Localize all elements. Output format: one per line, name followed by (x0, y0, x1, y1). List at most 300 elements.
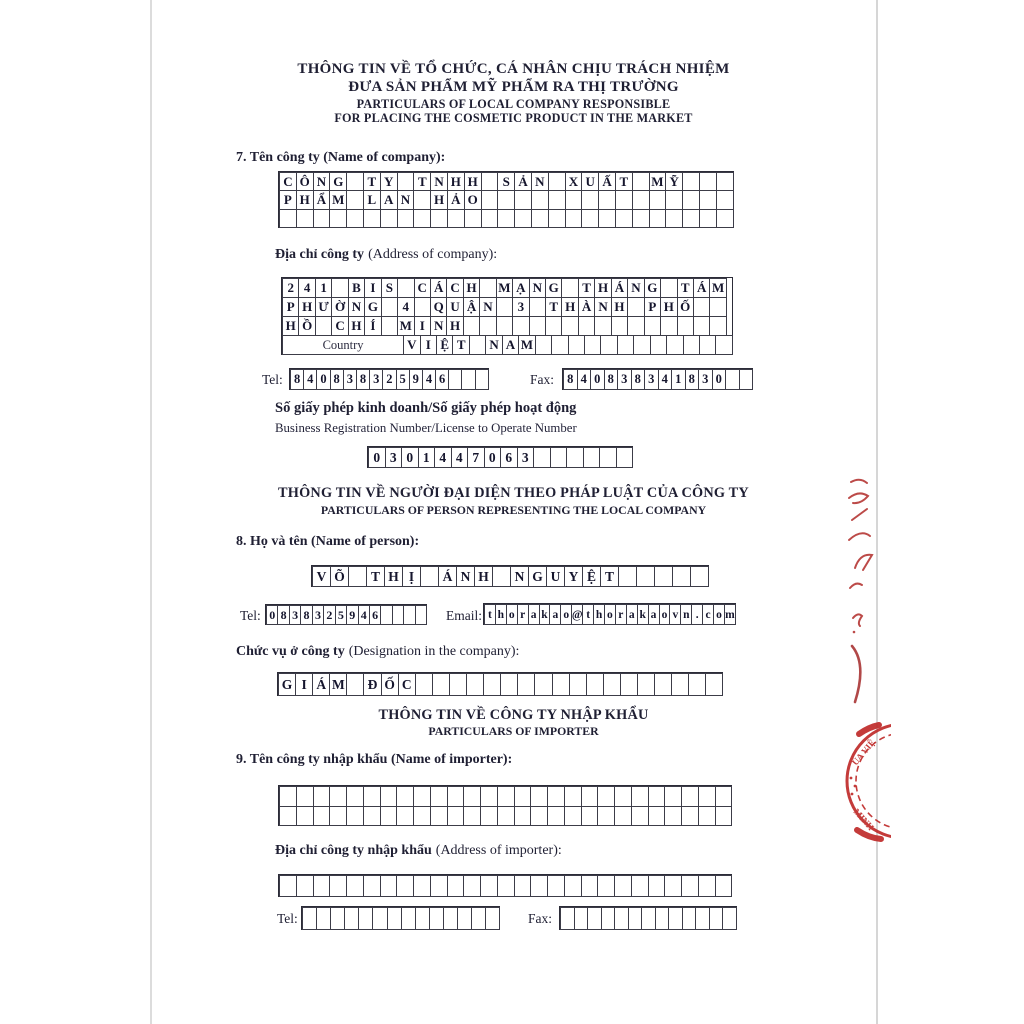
char-cell (650, 335, 667, 355)
char-cell (329, 209, 347, 228)
char-cell: Á (438, 566, 457, 587)
char-cell: C (446, 278, 463, 298)
char-cell: G (329, 172, 347, 191)
char-cell (581, 875, 599, 897)
char-cell: 8 (631, 369, 646, 390)
designation-grid (277, 672, 723, 696)
char-cell: 5 (396, 369, 410, 390)
char-cell (682, 209, 700, 228)
importer-fax-grid (559, 906, 737, 930)
char-cell: I (295, 673, 313, 696)
char-cell: 8 (685, 369, 700, 390)
char-cell (637, 673, 655, 696)
char-cell (480, 806, 498, 827)
char-cell (597, 806, 615, 827)
char-cell (497, 806, 515, 827)
char-cell (415, 673, 433, 696)
char-cell: 0 (484, 447, 502, 468)
char-cell (447, 806, 465, 827)
char-cell (709, 907, 724, 930)
char-cell (496, 297, 513, 317)
char-cell (443, 907, 458, 930)
char-cell (693, 316, 710, 336)
char-cell: 2 (382, 369, 396, 390)
char-cell (485, 907, 500, 930)
char-cell: 1 (418, 447, 436, 468)
company-address-grid (281, 277, 733, 355)
importer-name-label: 9. Tên công ty nhập khẩu (Name of importer): (236, 752, 513, 767)
char-cell: k (637, 604, 649, 625)
char-cell (564, 875, 582, 897)
char-cell (363, 209, 381, 228)
char-cell: V (403, 335, 420, 355)
char-cell (500, 673, 518, 696)
char-cell: M (496, 278, 513, 298)
importer-address-label (275, 843, 562, 859)
char-cell (296, 209, 314, 228)
company-fax-grid (562, 368, 753, 390)
char-cell (631, 806, 649, 827)
importer-address-grid (278, 874, 732, 897)
char-cell: t (582, 604, 594, 625)
char-cell (665, 190, 683, 209)
char-cell (615, 190, 633, 209)
char-cell (471, 907, 486, 930)
char-cell (698, 806, 716, 827)
char-cell: P (644, 297, 661, 317)
char-cell (681, 806, 699, 827)
char-cell (279, 806, 297, 827)
char-cell: 8 (563, 369, 578, 390)
char-cell: Á (693, 278, 710, 298)
company-fax-label: Fax: (530, 372, 555, 387)
char-cell (601, 907, 616, 930)
char-cell: 6 (500, 447, 518, 468)
char-cell (682, 172, 700, 191)
char-cell (514, 209, 532, 228)
merged-label-cell: Country (282, 335, 404, 355)
grid-row (282, 278, 732, 297)
char-cell: À (578, 297, 595, 317)
char-cell (461, 369, 475, 390)
char-cell: Ố (381, 673, 399, 696)
char-cell: Ỹ (665, 172, 683, 191)
char-cell: S (381, 278, 398, 298)
char-cell: Q (430, 297, 447, 317)
char-cell (548, 209, 566, 228)
char-cell (430, 786, 448, 807)
char-cell (614, 907, 629, 930)
char-cell: 0 (712, 369, 727, 390)
char-cell: 3 (343, 369, 357, 390)
grid-row (484, 604, 735, 624)
char-cell: S (497, 172, 515, 191)
char-cell (534, 673, 552, 696)
char-cell (545, 316, 562, 336)
char-cell: C (331, 316, 348, 336)
char-cell (715, 786, 733, 807)
grid-row (312, 566, 708, 586)
designation-label (236, 644, 519, 660)
char-cell: N (348, 297, 365, 317)
char-cell: U (581, 172, 599, 191)
char-cell (329, 875, 347, 897)
grid-row (302, 907, 499, 929)
red-handwriting-annotation (843, 476, 879, 638)
char-cell (548, 190, 566, 209)
char-cell: 4 (577, 369, 592, 390)
char-cell: N (456, 566, 475, 587)
char-cell (564, 786, 582, 807)
char-cell (739, 369, 754, 390)
char-cell (464, 209, 482, 228)
char-cell (648, 786, 666, 807)
char-cell (481, 209, 499, 228)
char-cell (296, 806, 314, 827)
char-cell (581, 190, 599, 209)
char-cell: N (397, 190, 415, 209)
grid-row (279, 172, 733, 190)
char-cell (475, 369, 489, 390)
grid-row (282, 316, 732, 335)
char-cell: M (649, 172, 667, 191)
char-cell (705, 673, 723, 696)
char-cell (715, 875, 733, 897)
char-cell: o (604, 604, 616, 625)
char-cell (330, 907, 345, 930)
char-cell (574, 907, 589, 930)
grid-row (368, 447, 632, 467)
char-cell: @ (571, 604, 583, 625)
importer-address-label-vi: Địa chỉ công ty nhập khẩu (275, 843, 432, 858)
char-cell (483, 673, 501, 696)
importer-fax-label: Fax: (528, 911, 553, 926)
char-cell (533, 447, 551, 468)
char-cell: Ư (315, 297, 332, 317)
char-cell: L (363, 190, 381, 209)
char-cell (381, 316, 398, 336)
char-cell (597, 875, 615, 897)
char-cell (530, 806, 548, 827)
char-cell (413, 806, 431, 827)
char-cell: N (479, 297, 496, 317)
char-cell: Á (611, 278, 628, 298)
char-cell: H (298, 297, 315, 317)
char-cell: 4 (422, 369, 436, 390)
char-cell (682, 190, 700, 209)
char-cell: U (546, 566, 565, 587)
char-cell (479, 278, 496, 298)
char-cell (594, 316, 611, 336)
char-cell: Ậ (463, 297, 480, 317)
char-cell (615, 209, 633, 228)
char-cell: 1 (315, 278, 332, 298)
char-cell: V (312, 566, 331, 587)
char-cell: 4 (358, 605, 370, 625)
char-cell (581, 806, 599, 827)
char-cell (660, 278, 677, 298)
char-cell (660, 316, 677, 336)
country-row (282, 335, 732, 354)
char-cell: I (364, 278, 381, 298)
char-cell (497, 190, 515, 209)
char-cell: Ẩ (313, 190, 331, 209)
grid-row (282, 335, 732, 354)
char-cell: 3 (617, 369, 632, 390)
char-cell (496, 316, 513, 336)
char-cell: 2 (282, 278, 299, 298)
char-cell: Ờ (331, 297, 348, 317)
char-cell (448, 369, 462, 390)
char-cell (329, 806, 347, 827)
char-cell: N (531, 172, 549, 191)
char-cell (497, 209, 515, 228)
char-cell (617, 335, 634, 355)
company-address-rows (282, 278, 732, 335)
char-cell (664, 806, 682, 827)
char-cell: Đ (363, 673, 381, 696)
char-cell (681, 786, 699, 807)
company-tel-label: Tel: (262, 372, 283, 387)
char-cell (512, 316, 529, 336)
char-cell (648, 806, 666, 827)
char-cell (449, 673, 467, 696)
char-cell (598, 190, 616, 209)
email-grid (483, 603, 736, 625)
char-cell: r (615, 604, 627, 625)
char-cell: 9 (409, 369, 423, 390)
char-cell: 8 (604, 369, 619, 390)
char-cell: M (329, 190, 347, 209)
char-cell (709, 316, 726, 336)
char-cell (296, 875, 314, 897)
char-cell: T (600, 566, 619, 587)
char-cell: N (313, 172, 331, 191)
char-cell: o (659, 604, 671, 625)
char-cell (380, 209, 398, 228)
red-stroke-annotation (848, 644, 868, 704)
char-cell (344, 907, 359, 930)
char-cell: G (545, 278, 562, 298)
char-cell: Ô (296, 172, 314, 191)
char-cell (420, 566, 439, 587)
char-cell: 3 (289, 605, 301, 625)
red-stamp-partial (843, 720, 891, 844)
form-title-vi-line1: THÔNG TIN VỀ TỔ CHỨC, CÁ NHÂN CHỊU TRÁCH NHIỆM (297, 61, 730, 77)
char-cell (346, 806, 364, 827)
char-cell: 3 (698, 369, 713, 390)
char-cell (401, 907, 416, 930)
char-cell (716, 209, 734, 228)
char-cell: Ấ (598, 172, 616, 191)
char-cell: N (430, 172, 448, 191)
char-cell: o (560, 604, 572, 625)
license-label-en: Business Registration Number/License to Operate Number (275, 421, 577, 435)
company-address-label (275, 247, 497, 263)
importer-heading-vi: THÔNG TIN VỀ CÔNG TY NHẬP KHẨU (378, 707, 649, 723)
char-cell: T (413, 172, 431, 191)
char-cell (279, 875, 297, 897)
char-cell: 3 (312, 605, 324, 625)
importer-heading-en: PARTICULARS OF IMPORTER (428, 724, 599, 738)
char-cell (514, 806, 532, 827)
char-cell (396, 786, 414, 807)
grid-row (279, 209, 733, 227)
char-cell: o (713, 604, 725, 625)
char-cell (348, 566, 367, 587)
char-cell: 8 (300, 605, 312, 625)
char-cell (716, 190, 734, 209)
char-cell (457, 907, 472, 930)
grid-row (278, 673, 722, 695)
char-cell: 4 (303, 369, 317, 390)
char-cell (479, 316, 496, 336)
char-cell: Ồ (298, 316, 315, 336)
char-cell (672, 566, 691, 587)
char-cell (492, 566, 511, 587)
char-cell (380, 786, 398, 807)
grid-row (560, 907, 736, 929)
char-cell: G (364, 297, 381, 317)
designation-label-vi: Chức vụ ở công ty (236, 644, 345, 659)
char-cell (654, 566, 673, 587)
char-cell: 9 (346, 605, 358, 625)
char-cell (346, 209, 364, 228)
char-cell: 0 (368, 447, 386, 468)
char-cell (561, 316, 578, 336)
char-cell (666, 335, 683, 355)
char-cell: k (539, 604, 551, 625)
grid-row (563, 369, 752, 389)
char-cell (413, 209, 431, 228)
char-cell: M (709, 278, 726, 298)
char-cell: n (680, 604, 692, 625)
char-cell (380, 806, 398, 827)
char-cell: 3 (385, 447, 403, 468)
char-cell (497, 875, 515, 897)
char-cell: 0 (590, 369, 605, 390)
char-cell (413, 875, 431, 897)
char-cell: 6 (435, 369, 449, 390)
char-cell (654, 673, 672, 696)
grid-row (266, 605, 426, 624)
char-cell: H (447, 172, 465, 191)
importer-address-label-en: (Address of importer): (435, 843, 562, 858)
char-cell (598, 209, 616, 228)
char-cell (695, 907, 710, 930)
char-cell (725, 369, 740, 390)
char-cell (671, 673, 689, 696)
char-cell (413, 190, 431, 209)
person-tel-grid (265, 604, 427, 625)
char-cell (664, 786, 682, 807)
char-cell: Ố (677, 297, 694, 317)
char-cell (279, 786, 297, 807)
char-cell: m (724, 604, 736, 625)
char-cell (583, 447, 601, 468)
char-cell: H (474, 566, 493, 587)
char-cell (358, 907, 373, 930)
char-cell (699, 209, 717, 228)
char-cell: 2 (323, 605, 335, 625)
char-cell (413, 786, 431, 807)
char-cell (699, 190, 717, 209)
char-cell (429, 907, 444, 930)
char-cell: O (464, 190, 482, 209)
person-name-grid (311, 565, 709, 587)
char-cell: G (278, 673, 296, 696)
char-cell (397, 172, 415, 191)
email-label: Email: (446, 608, 482, 623)
char-cell (698, 875, 716, 897)
char-cell (463, 786, 481, 807)
char-cell: N (627, 278, 644, 298)
char-cell: Ệ (582, 566, 601, 587)
char-cell: Y (380, 172, 398, 191)
char-cell (655, 907, 670, 930)
grid-row (279, 190, 733, 208)
char-cell (535, 335, 552, 355)
form-title-en-line1: PARTICULARS OF LOCAL COMPANY RESPONSIBLE (356, 97, 671, 111)
char-cell: I (420, 335, 437, 355)
char-cell (447, 875, 465, 897)
char-cell (682, 907, 697, 930)
char-cell: I (414, 316, 431, 336)
char-cell (614, 786, 632, 807)
char-cell (529, 297, 546, 317)
char-cell: N (510, 566, 529, 587)
char-cell: H (348, 316, 365, 336)
grid-row (290, 369, 488, 389)
char-cell (547, 786, 565, 807)
representative-heading-en: PARTICULARS OF PERSON REPRESENTING THE LOCAL COMPANY (320, 503, 707, 517)
char-cell (447, 786, 465, 807)
importer-tel-label: Tel: (277, 911, 298, 926)
char-cell (631, 875, 649, 897)
char-cell: Á (430, 278, 447, 298)
char-cell (597, 786, 615, 807)
char-cell: 7 (467, 447, 485, 468)
char-cell (649, 190, 667, 209)
char-cell (603, 673, 621, 696)
char-cell (551, 335, 568, 355)
char-cell (346, 875, 364, 897)
char-cell (587, 907, 602, 930)
char-cell: N (594, 297, 611, 317)
char-cell: T (452, 335, 469, 355)
grid-row (279, 875, 731, 896)
char-cell (514, 190, 532, 209)
char-cell: Ị (402, 566, 421, 587)
char-cell (627, 316, 644, 336)
char-cell (463, 316, 480, 336)
char-cell: . (691, 604, 703, 625)
char-cell: 3 (644, 369, 659, 390)
char-cell: 5 (335, 605, 347, 625)
char-cell: A (502, 335, 519, 355)
char-cell (531, 190, 549, 209)
char-cell: P (282, 297, 299, 317)
char-cell: H (464, 172, 482, 191)
char-cell (564, 806, 582, 827)
char-cell (381, 297, 398, 317)
grid-row (282, 297, 732, 316)
char-cell: N (430, 316, 447, 336)
char-cell: H (446, 316, 463, 336)
char-cell (698, 786, 716, 807)
char-cell (628, 907, 643, 930)
char-cell (641, 907, 656, 930)
